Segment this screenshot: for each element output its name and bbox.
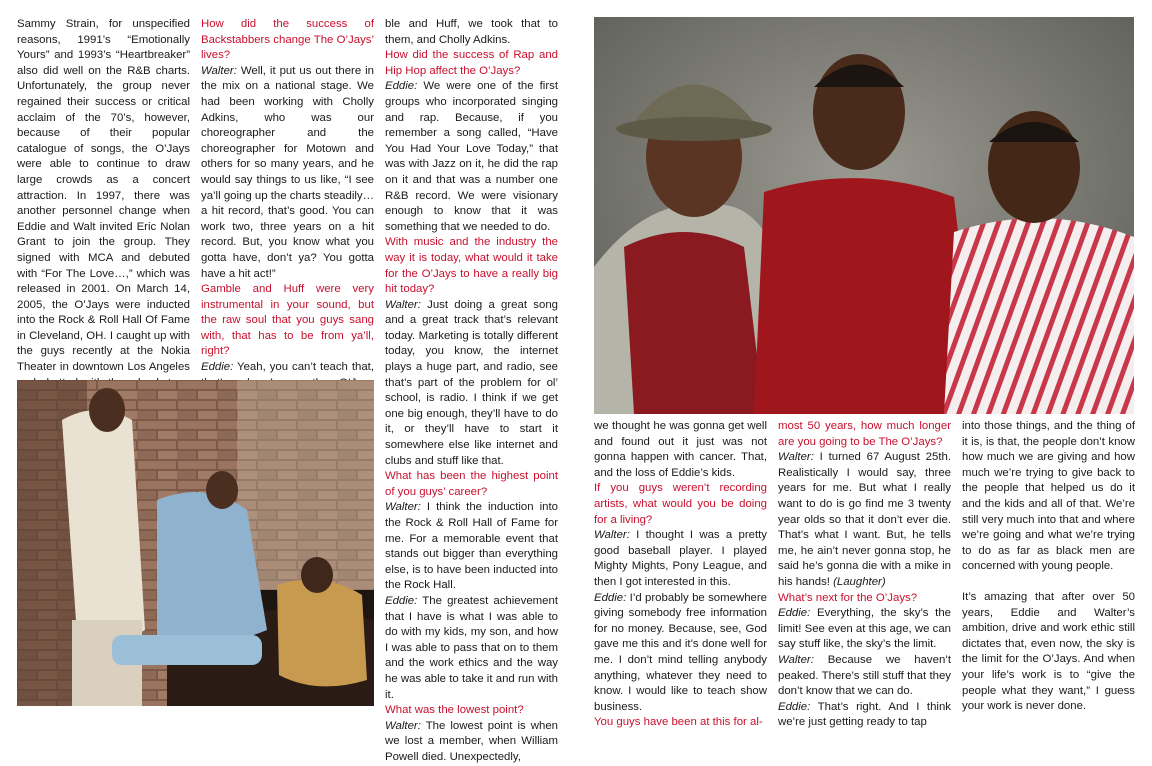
answer-text: Everything, the sky’s the limit! See even at this age, we can say stuff like, the sky’s the limit.	[778, 607, 951, 651]
speaker-label: Walter:	[385, 719, 421, 732]
speaker-label: Walter:	[778, 653, 814, 666]
answer	[385, 79, 558, 235]
answer-text: I thought I was a pretty good baseball player. I played Mighty Mights, Pony League, and then I got interested in this.	[594, 529, 767, 588]
intro-paragraph: Sammy Strain, for unspecified reasons, 1991’s “Emotionally Yours” and 1993’s “Heartbreaker” also did well on the R&B charts. Unfortunately, the group never regained their success or critical acclaim of the 70’s, however, because of their popular catalogue of songs, the O’Jays were able to continue to draw large crowds as a concert attraction. In 1997, there was another personnel change when Eddie and Walt invited Eric Nolan Grant to join the group. They signed with MCA and debuted with “For The Love…,” which was released in 2001. On March 14, 2005, the O’Jays were inducted into the Rock & Roll Hall Of Fame in Cleveland, OH. I caught up with the guys recently at the Nokia Theater in downtown Los Angeles	[17, 18, 190, 374]
answer-text: The greatest achievement that I have is what I was able to do with my kids, my son, and how I was able to pass that on to them and the work ethics and the way he was able to take it and run with it.	[385, 594, 558, 701]
speaker-label: Eddie:	[594, 591, 627, 604]
answer-text: Because we haven’t peaked. There’s still stuff that they don’t know that we can do.	[778, 653, 951, 698]
speaker-label: Eddie:	[201, 361, 234, 374]
group-photo-portrait	[594, 17, 1134, 414]
question: How did the success of Rap and Hip Hop affect the O’Jays?	[385, 49, 558, 77]
answer-text: I turned 67 August 25th. Realistically I would say, three years for me. But what I really want to do is go find me 3 twenty year olds so that it don’t ever die. That’s what I want. But, he tells me, he ain’t never gonna stop, he said he’s gonna die with a mike in his hands!	[778, 451, 951, 588]
question: What’s next for the O’Jays?	[778, 591, 918, 604]
answer-text: The lowest point is when we lost a member, when William Powell died. Unexpectedly,	[385, 719, 558, 763]
answer	[594, 591, 767, 716]
photo-illustration	[594, 17, 1134, 414]
answer-text: I’d probably be somewhere giving somebody free information for no money. Because, see, God gave me this and it’s done well for me. I don’t mind telling anybody anything, whatever they need to know. I would like to teach show business.	[594, 591, 767, 713]
answer-text: Well, it put us out there in the mix on a national stage. We had been working with Cholly Adkins, who was our choreographer and the choreographer for Motown and others for so many years, and he would say things to us like, “I see ya’ll going up the charts steadily… a hit record, that’s good. You can work two, three years on a hit record. But, you know what you gotta have, don’t ya? You gotta have a hit act!”	[201, 64, 374, 280]
answer	[778, 450, 951, 590]
question: What was the lowest point?	[385, 704, 524, 717]
answer	[778, 653, 951, 700]
speaker-label: Walter:	[385, 501, 421, 514]
speaker-label: Walter:	[594, 529, 630, 542]
speaker-label: Walter:	[385, 298, 421, 311]
article-column-6	[962, 419, 1135, 713]
speaker-label: Walter:	[201, 64, 237, 77]
photo-illustration	[17, 380, 374, 706]
answer-text: I think the induction into the Rock & Roll Hall of Fame for me. For a memorable event that stands out bigger than everything else, is to have been inducted into the Rock Hall.	[385, 501, 558, 592]
continued-text: ble and Huff, we took that to them, and Cholly Adkins.	[385, 18, 558, 46]
continued-text: into those things, and the thing of it is, is that, the people don’t know how much we are giving and how much we’re trying to give back to the people that helped us do it and the kids and all of that. We’re still very much into that and where we’re going and what we’re trying to do as far as black men are concerned with young people.	[962, 420, 1135, 573]
article-column-3	[385, 17, 558, 763]
answer-text: Just doing a great song and a great track that’s relevant today. Marketing is totally different today, you know, the internet plays a huge part, and radio, see that’s part of the problem for ol’ school, is radio. I think if we get one big enough, they’ll have to do it, or they’ll have to start it somewhere else like internet and clubs and stuff like that.	[385, 298, 558, 467]
article-column-1	[17, 17, 190, 377]
group-photo-brick-wall	[17, 380, 374, 706]
paragraph-gap	[962, 575, 1135, 590]
article-column-5	[778, 419, 951, 729]
speaker-label: Eddie:	[385, 80, 418, 93]
answer	[201, 64, 374, 282]
laughter-note: (Laughter)	[833, 575, 886, 588]
answer	[385, 594, 558, 703]
article-column-2	[201, 17, 374, 377]
answer	[778, 700, 951, 731]
answer	[594, 528, 767, 590]
speaker-label: Walter:	[778, 451, 814, 464]
answer	[778, 606, 951, 653]
answer	[385, 719, 558, 766]
question: most 50 years, how much longer are you going to be The O’Jays?	[778, 420, 951, 448]
answer-text: We were one of the first groups who incorporated singing and rap. Because, if you remember a song called, “Have You Had Your Love Today,” that was with Jazz on it, he did the rap on it and that was a number one R&B record. We were visionary enough to know that it was something that we needed to do.	[385, 80, 558, 233]
article-column-4	[594, 419, 767, 729]
answer	[385, 298, 558, 470]
question: What has been the highest point of you guys’ career?	[385, 470, 558, 498]
question: How did the success of Backstabbers change The O’Jays’ lives?	[201, 18, 374, 62]
answer-text: That’s right. And I think we’re just getting ready to tap	[778, 700, 951, 729]
question: If you guys weren’t recording artists, what would you be doing for a living?	[594, 482, 767, 526]
answer	[385, 500, 558, 594]
speaker-label: Eddie:	[778, 700, 811, 713]
speaker-label: Eddie:	[778, 607, 811, 620]
closing-paragraph: It’s amazing that after over 50 years, Eddie and Walter’s ambition, drive and work ethic still dictates that, even now, the sky is the limit for the O’Jays. And when your life’s work is to “give the people what they want,” I guess your work is never done.	[962, 590, 1135, 713]
continued-text: we thought he was gonna get well and found out it just was not gonna happen with cancer. That, and the loss of Eddie’s kids.	[594, 420, 767, 479]
question: You guys have been at this for al-	[594, 716, 763, 729]
answer-text: Yeah, you can’t teach that,	[237, 361, 374, 374]
question: With music and the industry the way it is today, what would it take for the O’Jays to have a really big hit today?	[385, 236, 558, 296]
speaker-label: Eddie:	[385, 594, 418, 607]
question: Gamble and Huff were very instrumental in your sound, but the raw soul that you guys sang with, that has to be from ya’ll, right?	[201, 283, 374, 358]
